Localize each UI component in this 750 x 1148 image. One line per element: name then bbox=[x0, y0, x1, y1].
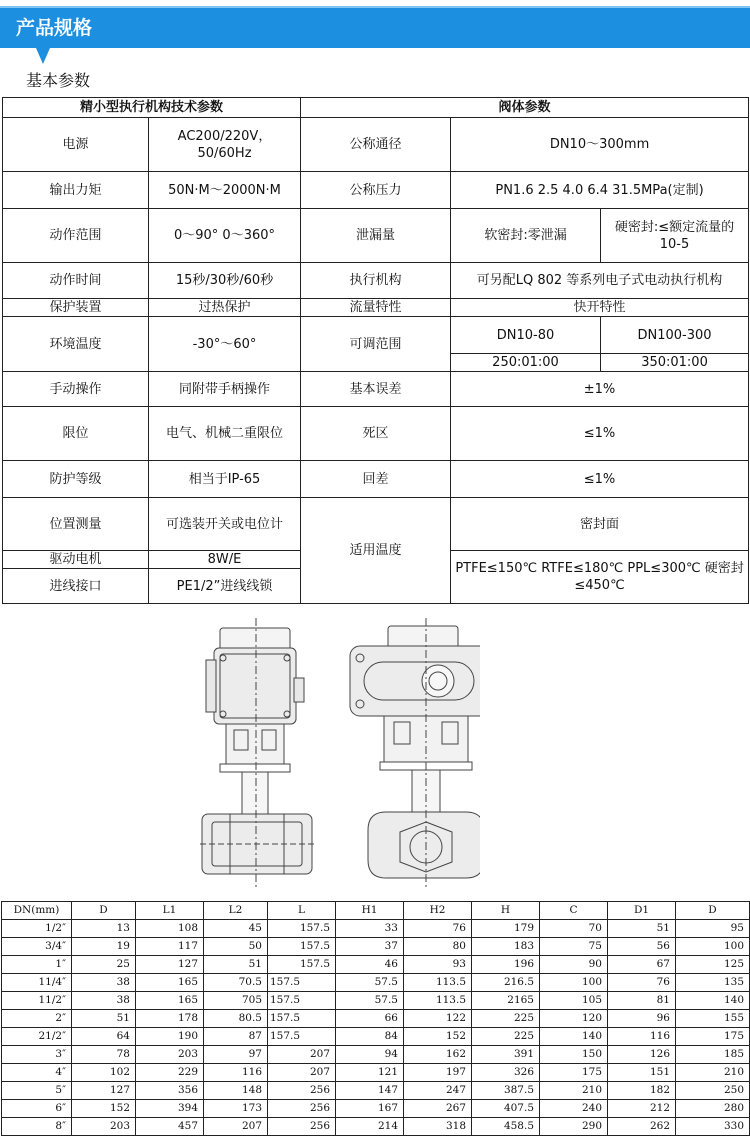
spec-row bbox=[3, 118, 749, 172]
pressure-value: PN1.6 2.5 4.0 6.4 31.5MPa(定制) bbox=[451, 172, 749, 209]
dimension-cell: 50 bbox=[204, 938, 268, 956]
dims-header-cell: H2 bbox=[404, 902, 472, 920]
dimension-cell: 210 bbox=[676, 1064, 750, 1082]
dims-header-cell: DN(mm) bbox=[2, 902, 72, 920]
dimension-cell: 207 bbox=[268, 1046, 336, 1064]
dimension-cell: 56 bbox=[608, 938, 676, 956]
dimension-cell: 458.5 bbox=[472, 1118, 540, 1136]
dimension-cell: 178 bbox=[136, 1010, 204, 1028]
dimension-cell: 70.5 bbox=[204, 974, 268, 992]
dimension-cell: 203 bbox=[72, 1118, 136, 1136]
dimension-cell: 76 bbox=[404, 920, 472, 938]
dimension-cell: 225 bbox=[472, 1010, 540, 1028]
dimension-cell: 126 bbox=[608, 1046, 676, 1064]
dn-cell: 3″ bbox=[2, 1046, 72, 1064]
dimension-cell: 394 bbox=[136, 1100, 204, 1118]
spec-row bbox=[3, 498, 749, 551]
table-row bbox=[2, 1100, 750, 1118]
error-value: ±1% bbox=[451, 372, 749, 407]
dimension-cell: 157.5 bbox=[268, 956, 336, 974]
torque-value: 50N·M～2000N·M bbox=[149, 172, 301, 209]
cable-value: PE1/2”进线线锁 bbox=[149, 569, 301, 604]
dimension-cell: 51 bbox=[204, 956, 268, 974]
dimension-cell: 214 bbox=[336, 1118, 404, 1136]
spec-table bbox=[2, 97, 749, 604]
section-banner bbox=[0, 0, 750, 50]
dimension-cell: 190 bbox=[136, 1028, 204, 1046]
banner-title: 产品规格 bbox=[16, 17, 93, 39]
dn-cell: 1″ bbox=[2, 956, 72, 974]
dimension-cell: 356 bbox=[136, 1082, 204, 1100]
dimension-cell: 183 bbox=[472, 938, 540, 956]
dimension-cell: 165 bbox=[136, 992, 204, 1010]
ambient-label: 环境温度 bbox=[3, 317, 149, 372]
spec-row bbox=[3, 172, 749, 209]
flow-label: 流量特性 bbox=[301, 299, 451, 317]
dimension-cell: 175 bbox=[676, 1028, 750, 1046]
dimension-cell: 33 bbox=[336, 920, 404, 938]
dimension-cell: 121 bbox=[336, 1064, 404, 1082]
dimension-cell: 151 bbox=[608, 1064, 676, 1082]
dimension-cell: 148 bbox=[204, 1082, 268, 1100]
dims-header-cell: L1 bbox=[136, 902, 204, 920]
table-row bbox=[2, 956, 750, 974]
dn-cell: 1/2″ bbox=[2, 920, 72, 938]
dims-header-cell: D1 bbox=[608, 902, 676, 920]
spec-row bbox=[3, 317, 749, 354]
dimension-table bbox=[1, 901, 750, 1136]
dimension-cell: 57.5 bbox=[336, 974, 404, 992]
position-value: 可选装开关或电位计 bbox=[149, 498, 301, 551]
leak-hard-value: 硬密封:≤额定流量的10-5 bbox=[601, 209, 749, 263]
spec-row bbox=[3, 209, 749, 263]
dimension-cell: 256 bbox=[268, 1118, 336, 1136]
actuator-params-header: 精小型执行机构技术参数 bbox=[3, 98, 301, 118]
table-row bbox=[2, 1082, 750, 1100]
dimension-cell: 152 bbox=[72, 1100, 136, 1118]
dimension-cell: 80 bbox=[404, 938, 472, 956]
dimension-cell: 147 bbox=[336, 1082, 404, 1100]
dimension-cell: 76 bbox=[608, 974, 676, 992]
nominal-dia-label: 公称通径 bbox=[301, 118, 451, 172]
dimension-cell: 457 bbox=[136, 1118, 204, 1136]
dimension-cell: 93 bbox=[404, 956, 472, 974]
protect-value: 过热保护 bbox=[149, 299, 301, 317]
dimension-cell: 197 bbox=[404, 1064, 472, 1082]
dimension-cell: 250 bbox=[676, 1082, 750, 1100]
adjust-ratio-small: 250:01:00 bbox=[451, 354, 601, 372]
dimension-cell: 267 bbox=[404, 1100, 472, 1118]
dimension-cell: 127 bbox=[136, 956, 204, 974]
dims-header-cell: D bbox=[676, 902, 750, 920]
dimension-cell: 38 bbox=[72, 992, 136, 1010]
dims-header-cell: C bbox=[540, 902, 608, 920]
adjust-dn-large: DN100-300 bbox=[601, 317, 749, 354]
side-view-drawing bbox=[350, 618, 480, 888]
dimension-cell: 102 bbox=[72, 1064, 136, 1082]
dimension-cell: 207 bbox=[204, 1118, 268, 1136]
dimension-cell: 100 bbox=[540, 974, 608, 992]
dimension-cell: 165 bbox=[136, 974, 204, 992]
torque-label: 输出力矩 bbox=[3, 172, 149, 209]
dimension-cell: 90 bbox=[540, 956, 608, 974]
dimension-cell: 87 bbox=[204, 1028, 268, 1046]
dead-label: 死区 bbox=[301, 407, 451, 461]
dimension-cell: 280 bbox=[676, 1100, 750, 1118]
dimension-cell: 100 bbox=[676, 938, 750, 956]
dimension-cell: 37 bbox=[336, 938, 404, 956]
dimension-cell: 25 bbox=[72, 956, 136, 974]
dimension-cell: 120 bbox=[540, 1010, 608, 1028]
dimension-cell: 45 bbox=[204, 920, 268, 938]
dimension-cell: 84 bbox=[336, 1028, 404, 1046]
dimension-cell: 387.5 bbox=[472, 1082, 540, 1100]
dimension-cell: 51 bbox=[608, 920, 676, 938]
dimension-cell: 67 bbox=[608, 956, 676, 974]
protect-label: 保护装置 bbox=[3, 299, 149, 317]
dimension-cell: 94 bbox=[336, 1046, 404, 1064]
dimension-cell: 167 bbox=[336, 1100, 404, 1118]
dimension-cell: 113.5 bbox=[404, 992, 472, 1010]
dimension-cell: 108 bbox=[136, 920, 204, 938]
dimension-cell: 155 bbox=[676, 1010, 750, 1028]
table-row bbox=[2, 1028, 750, 1046]
limit-value: 电气、机械二重限位 bbox=[149, 407, 301, 461]
temperature-label: 适用温度 bbox=[301, 498, 451, 604]
dn-cell: 11/4″ bbox=[2, 974, 72, 992]
dims-header-cell: D bbox=[72, 902, 136, 920]
spec-row bbox=[3, 372, 749, 407]
valve-params-header: 阀体参数 bbox=[301, 98, 749, 118]
dn-cell: 6″ bbox=[2, 1100, 72, 1118]
dimension-cell: 179 bbox=[472, 920, 540, 938]
dimension-cell: 407.5 bbox=[472, 1100, 540, 1118]
leak-soft-value: 软密封:零泄漏 bbox=[451, 209, 601, 263]
dimension-cell: 157.5 bbox=[268, 974, 336, 992]
dimension-cell: 256 bbox=[268, 1082, 336, 1100]
dn-cell: 5″ bbox=[2, 1082, 72, 1100]
dimension-cell: 97 bbox=[204, 1046, 268, 1064]
ip-label: 防护等级 bbox=[3, 461, 149, 498]
power-value: AC200/220V，50/60Hz bbox=[149, 118, 301, 172]
ambient-value: -30°～60° bbox=[149, 317, 301, 372]
dn-cell: 3/4″ bbox=[2, 938, 72, 956]
spec-row bbox=[3, 407, 749, 461]
seal-face-label: 密封面 bbox=[451, 498, 749, 551]
adjust-label: 可调范围 bbox=[301, 317, 451, 372]
table-row bbox=[2, 1118, 750, 1136]
dims-header-cell: L bbox=[268, 902, 336, 920]
adjust-dn-small: DN10-80 bbox=[451, 317, 601, 354]
dimension-cell: 207 bbox=[268, 1064, 336, 1082]
dimension-cell: 66 bbox=[336, 1010, 404, 1028]
table-row bbox=[2, 1064, 750, 1082]
dimension-cell: 64 bbox=[72, 1028, 136, 1046]
section-heading: 基本参数 bbox=[26, 71, 91, 90]
spec-header-row bbox=[3, 98, 749, 118]
range-value: 0～90° 0～360° bbox=[149, 209, 301, 263]
dimension-cell: 262 bbox=[608, 1118, 676, 1136]
table-row bbox=[2, 992, 750, 1010]
dimension-cell: 2165 bbox=[472, 992, 540, 1010]
dimension-cell: 105 bbox=[540, 992, 608, 1010]
seal-temperature-value: PTFE≤150℃ RTFE≤180℃ PPL≤300℃ 硬密封≤450℃ bbox=[451, 551, 749, 604]
dimension-cell: 46 bbox=[336, 956, 404, 974]
dimension-cell: 117 bbox=[136, 938, 204, 956]
dimension-cell: 96 bbox=[608, 1010, 676, 1028]
table-row bbox=[2, 938, 750, 956]
position-label: 位置测量 bbox=[3, 498, 149, 551]
dimension-cell: 247 bbox=[404, 1082, 472, 1100]
dimension-cell: 203 bbox=[136, 1046, 204, 1064]
dimension-cell: 113.5 bbox=[404, 974, 472, 992]
dimension-cell: 185 bbox=[676, 1046, 750, 1064]
power-label: 电源 bbox=[3, 118, 149, 172]
dimension-cell: 229 bbox=[136, 1064, 204, 1082]
nominal-dia-value: DN10～300mm bbox=[451, 118, 749, 172]
dimension-cell: 152 bbox=[404, 1028, 472, 1046]
table-row bbox=[2, 920, 750, 938]
dimension-cell: 80.5 bbox=[204, 1010, 268, 1028]
dims-header-cell: H1 bbox=[336, 902, 404, 920]
front-view-drawing bbox=[200, 618, 314, 888]
range-label: 动作范围 bbox=[3, 209, 149, 263]
dimension-cell: 162 bbox=[404, 1046, 472, 1064]
spec-row bbox=[3, 461, 749, 498]
table-row bbox=[2, 974, 750, 992]
dimension-cell: 122 bbox=[404, 1010, 472, 1028]
dn-cell: 2″ bbox=[2, 1010, 72, 1028]
ip-value: 相当于IP-65 bbox=[149, 461, 301, 498]
dimension-cell: 116 bbox=[204, 1064, 268, 1082]
dimension-cell: 13 bbox=[72, 920, 136, 938]
cable-label: 进线接口 bbox=[3, 569, 149, 604]
dimension-cell: 135 bbox=[676, 974, 750, 992]
dn-cell: 21/2″ bbox=[2, 1028, 72, 1046]
time-label: 动作时间 bbox=[3, 263, 149, 299]
error-label: 基本误差 bbox=[301, 372, 451, 407]
dimension-cell: 51 bbox=[72, 1010, 136, 1028]
valve-drawing bbox=[190, 618, 480, 898]
dimension-cell: 290 bbox=[540, 1118, 608, 1136]
dimension-cell: 116 bbox=[608, 1028, 676, 1046]
dimension-cell: 81 bbox=[608, 992, 676, 1010]
motor-value: 8W/E bbox=[149, 551, 301, 569]
dimension-cell: 212 bbox=[608, 1100, 676, 1118]
dimension-cell: 391 bbox=[472, 1046, 540, 1064]
hyst-value: ≤1% bbox=[451, 461, 749, 498]
dimension-cell: 326 bbox=[472, 1064, 540, 1082]
dimension-cell: 140 bbox=[676, 992, 750, 1010]
dimension-cell: 157.5 bbox=[268, 920, 336, 938]
time-value: 15秒/30秒/60秒 bbox=[149, 263, 301, 299]
dims-header-cell: L2 bbox=[204, 902, 268, 920]
dn-cell: 8″ bbox=[2, 1118, 72, 1136]
dimension-cell: 157.5 bbox=[268, 1028, 336, 1046]
banner-bar bbox=[0, 6, 750, 48]
dimension-cell: 157.5 bbox=[268, 938, 336, 956]
banner-pointer bbox=[36, 48, 50, 64]
dimension-cell: 705 bbox=[204, 992, 268, 1010]
leak-label: 泄漏量 bbox=[301, 209, 451, 263]
actuator-label: 执行机构 bbox=[301, 263, 451, 299]
dimension-cell: 19 bbox=[72, 938, 136, 956]
dimension-cell: 127 bbox=[72, 1082, 136, 1100]
dn-cell: 11/2″ bbox=[2, 992, 72, 1010]
dead-value: ≤1% bbox=[451, 407, 749, 461]
limit-label: 限位 bbox=[3, 407, 149, 461]
dimension-cell: 210 bbox=[540, 1082, 608, 1100]
dimension-cell: 318 bbox=[404, 1118, 472, 1136]
dimension-cell: 256 bbox=[268, 1100, 336, 1118]
dimension-cell: 330 bbox=[676, 1118, 750, 1136]
dimension-cell: 157.5 bbox=[268, 1010, 336, 1028]
dimension-cell: 225 bbox=[472, 1028, 540, 1046]
dimension-cell: 70 bbox=[540, 920, 608, 938]
flow-value: 快开特性 bbox=[451, 299, 749, 317]
spec-row bbox=[3, 263, 749, 299]
dimension-cell: 75 bbox=[540, 938, 608, 956]
manual-label: 手动操作 bbox=[3, 372, 149, 407]
dimension-cell: 140 bbox=[540, 1028, 608, 1046]
dimension-cell: 240 bbox=[540, 1100, 608, 1118]
dimension-cell: 157.5 bbox=[268, 992, 336, 1010]
pressure-label: 公称压力 bbox=[301, 172, 451, 209]
dimension-cell: 175 bbox=[540, 1064, 608, 1082]
dimension-cell: 78 bbox=[72, 1046, 136, 1064]
actuator-value: 可另配LQ 802 等系列电子式电动执行机构 bbox=[451, 263, 749, 299]
dimension-cell: 38 bbox=[72, 974, 136, 992]
dimension-cell: 57.5 bbox=[336, 992, 404, 1010]
dimension-cell: 150 bbox=[540, 1046, 608, 1064]
dn-cell: 4″ bbox=[2, 1064, 72, 1082]
table-row bbox=[2, 1010, 750, 1028]
dimension-cell: 173 bbox=[204, 1100, 268, 1118]
dimension-cell: 196 bbox=[472, 956, 540, 974]
dims-header-cell: H bbox=[472, 902, 540, 920]
spec-row bbox=[3, 299, 749, 317]
table-row bbox=[2, 1046, 750, 1064]
dimension-cell: 95 bbox=[676, 920, 750, 938]
dimension-cell: 182 bbox=[608, 1082, 676, 1100]
adjust-ratio-large: 350:01:00 bbox=[601, 354, 749, 372]
hyst-label: 回差 bbox=[301, 461, 451, 498]
dimension-cell: 125 bbox=[676, 956, 750, 974]
dimension-cell: 216.5 bbox=[472, 974, 540, 992]
dims-header-row bbox=[2, 902, 750, 920]
manual-value: 同附带手柄操作 bbox=[149, 372, 301, 407]
motor-label: 驱动电机 bbox=[3, 551, 149, 569]
